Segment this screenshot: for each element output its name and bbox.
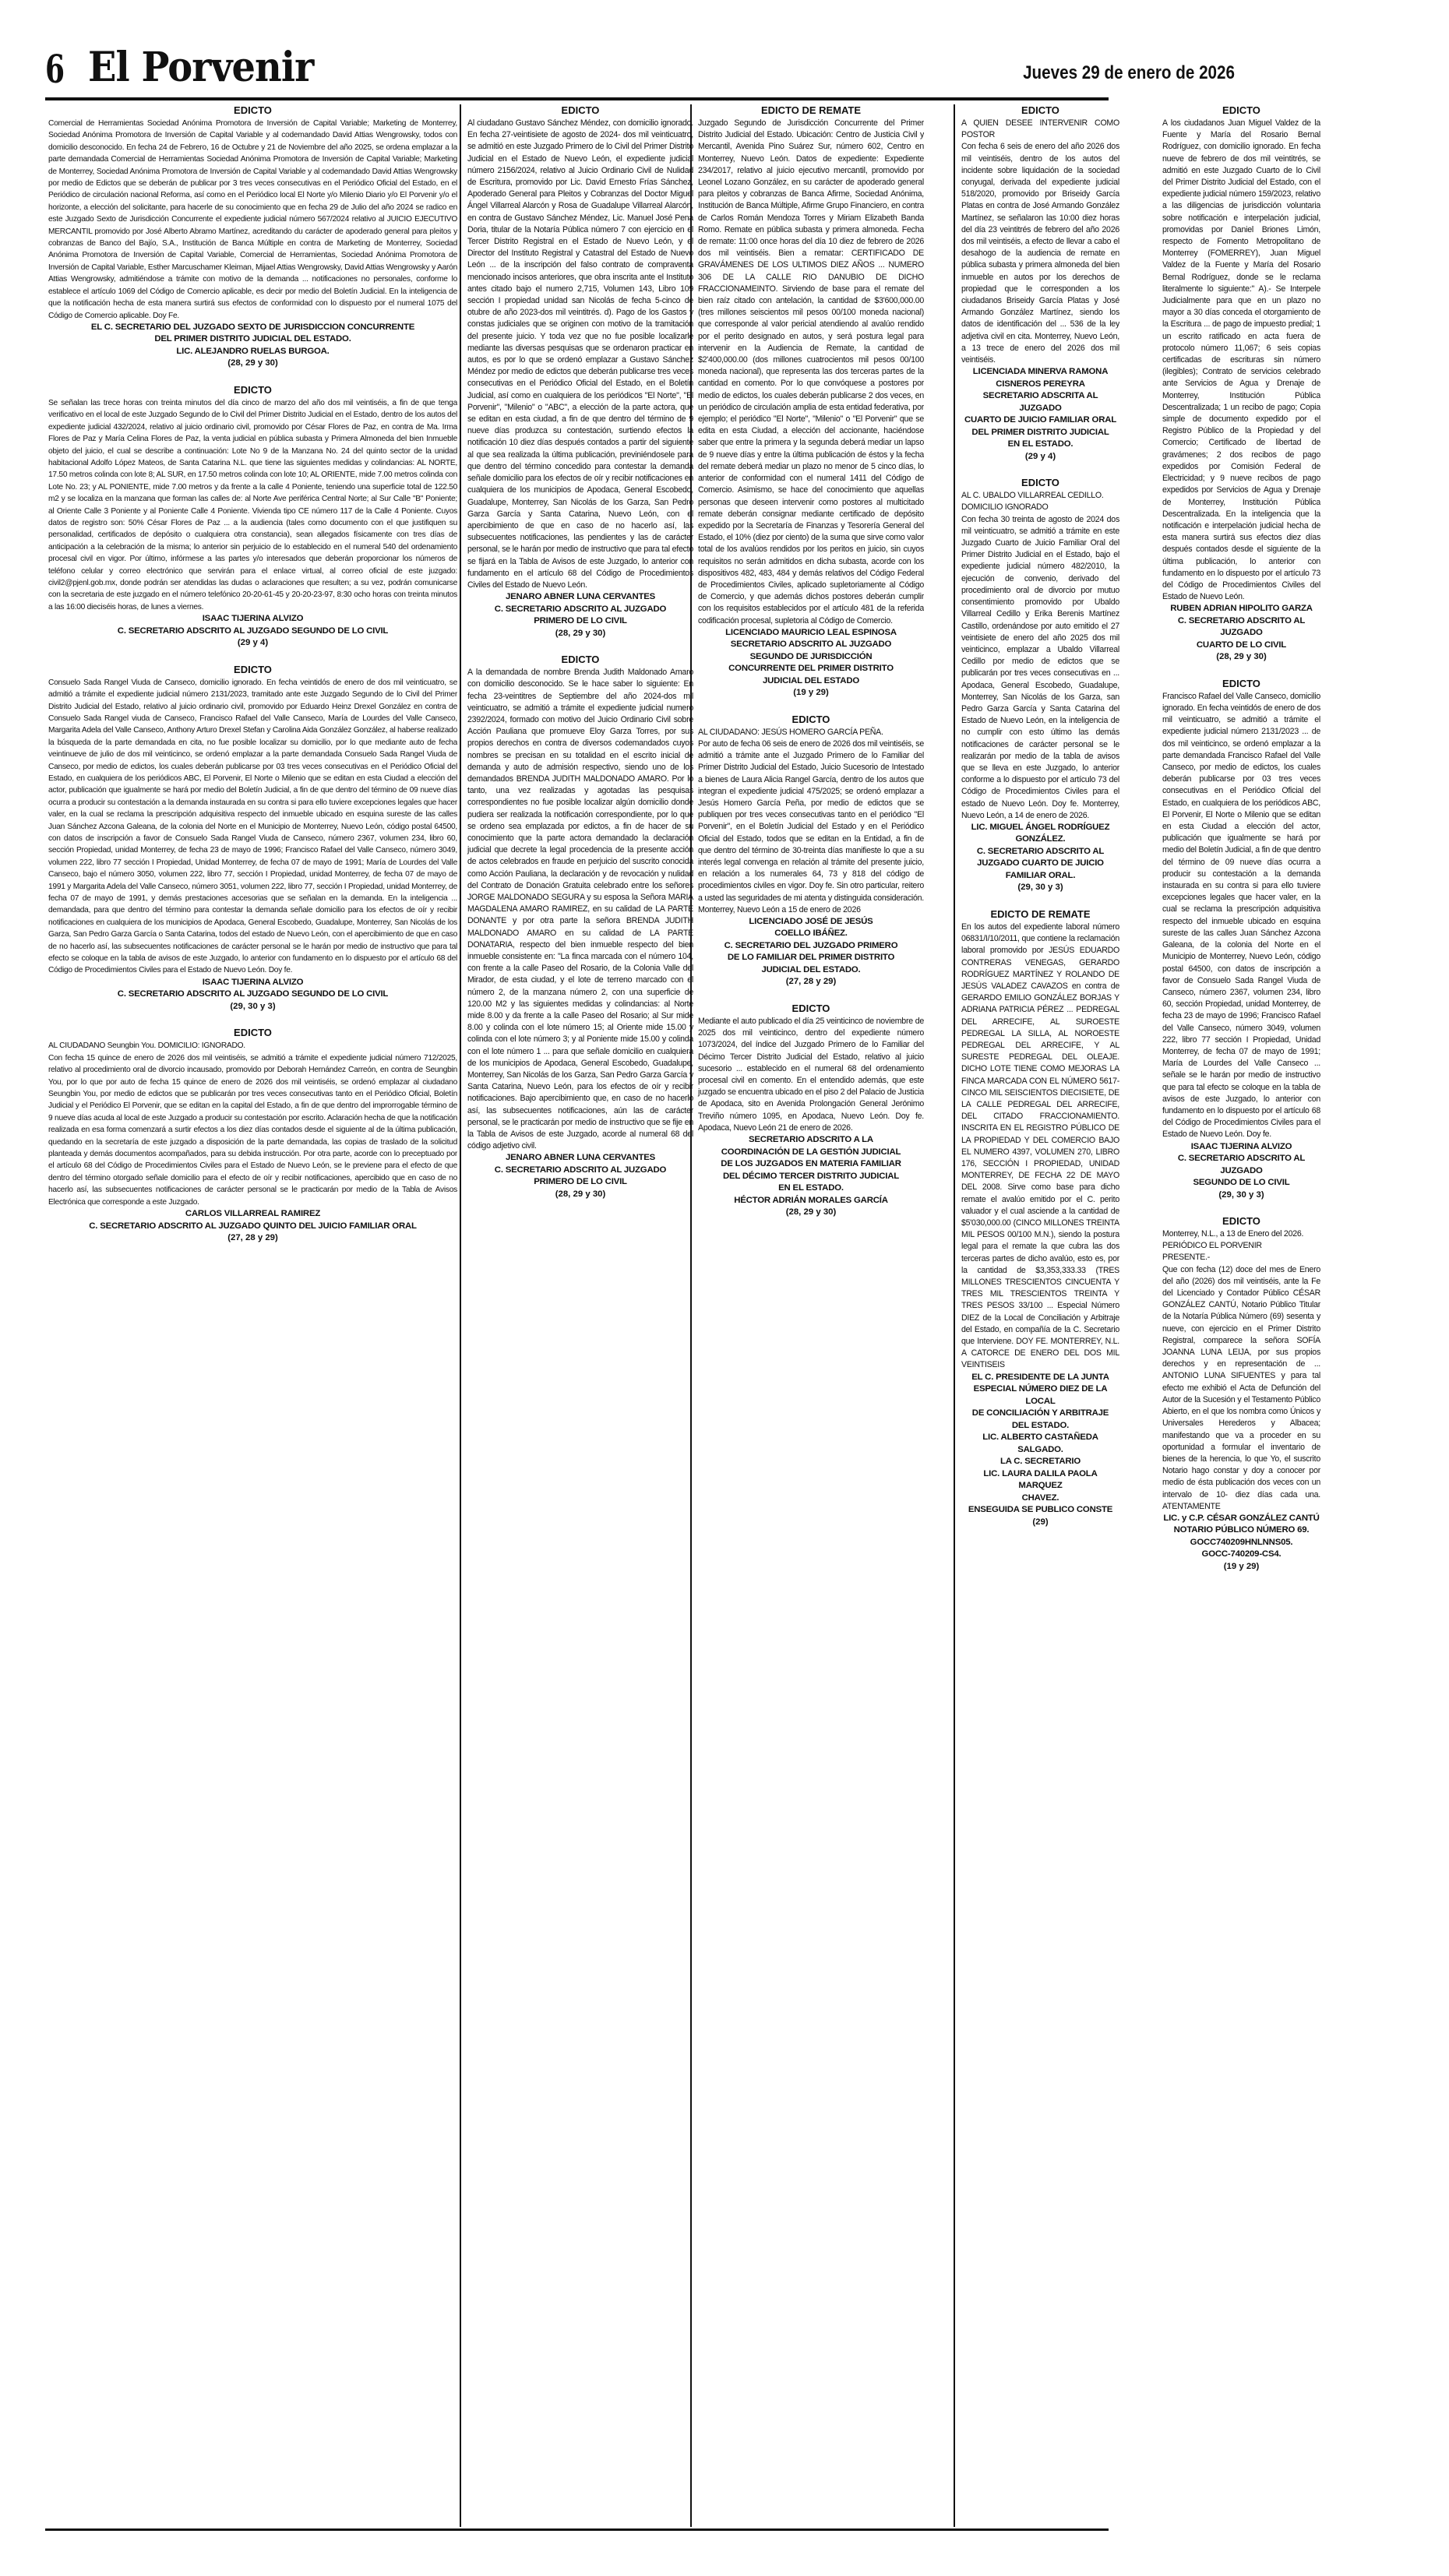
signature-line: LIC. LAURA DALILA PAOLA MARQUEZ xyxy=(983,1468,1098,1491)
publication-dates: (29 y 4) xyxy=(237,638,269,648)
signature-line: SEGUNDO DE JURISDICCIÓN xyxy=(749,651,873,661)
publication-dates: (19 y 29) xyxy=(793,688,829,698)
edict-notice xyxy=(1162,104,1320,664)
publication-dates: (29, 30 y 3) xyxy=(1017,883,1063,893)
edict-body xyxy=(1162,691,1320,1141)
signature-line: EL C. SECRETARIO DEL JUZGADO SEXTO DE JURISDICCION CONCURRENTE xyxy=(90,322,415,332)
publication-dates: (28, 29 y 30) xyxy=(555,1189,606,1199)
signature-line: C. SECRETARIO ADSCRITO AL JUZGADO SEGUNDO DE LO CIVIL xyxy=(117,625,389,636)
publication-dates: (29, 30 y 3) xyxy=(230,1001,276,1011)
signature-line: LIC. ALBERTO CASTAÑEDA SALGADO. xyxy=(982,1432,1098,1454)
signature-line: CUARTO DE LO CIVIL xyxy=(1196,640,1287,650)
signature-line: NOTARIO PÚBLICO NÚMERO 69. xyxy=(1173,1525,1310,1535)
edict-title: EDICTO xyxy=(791,1002,830,1014)
edict-text: Con fecha 15 quince de enero de 2026 dos mil veintiséis, se admitió a trámite el expediente judicial número 712/2025, relativo al procedimiento oral de divorcio incausado, promovido por Deborah Hernández Carreón, en contra de Seungbin You, por lo que por auto de fecha 15 quince de enero de 2026 dos mil veintiséis, se ordenó emplazar al ciudadano Seungbin You, por medio de edictos que se publicarán por tres veces consecutivas tanto en el Periódico Oficial, Boletín Judicial y el Periódico El Porvenir, que se editan en la capital del Estado, a fin de que dentro del improrrogable término de 9 nueve días acuda al local de este Juzgado a producir su contestación por escrito. Aclaración hecha de que la notificación realizada en esa forma comenzará a surtir efectos a los diez días contados desde el siguiente al de la última publicación, quedando en la secretaría de este juzgado a disposición de la parte demandada, las copias de traslado de la solicitud planteada y demás documentos acompañados, para su debida instrucción. Por otra parte, acorde con lo preceptuado por el artículo 68 del Código de Procedimientos Civiles para el Estado de Nuevo León, se le previene para el efecto de que dentro del término otorgado señale domicilio para el efecto de oír y recibir notificaciones, apercibido que en caso de no hacerlo así, las subsecuentes notificaciones de carácter personal se le practicarán por medio de la Tabla de Avisos Electrónica que corresponde a este Juzgado. xyxy=(48,1053,457,1207)
edict-addressee: AL C. UBALDO VILLARREAL CEDILLO. xyxy=(961,491,1104,501)
signature-line: GOCC740209HNLNNS05. xyxy=(1190,1537,1293,1547)
edict-text: A la demandada de nombre Brenda Judith Maldonado Amaro con domicilio desconocido. Se le hace saber lo siguiente: En fecha 23-veintitres de Septiembre del año 2024-dos mil veinticuatro, se admitió a trámite el expediente judicial numero 2392/2024, formado con motivo del Juicio Ordinario Civil sobre Acción Pauliana que promueve Eloy Garza Torres, por sus propios derechos en contra de diversos codemandados cuyos nombres se precisan en su totalidad en el escrito inicial de demanda y auto de admisión respectivo, siendo uno de los demandados BRENDA JUDITH MALDONADO AMARO. Por lo tanto, una vez realizadas y agotadas las pesquisas correspondientes no fue posible localizar algún domicilio donde pudiera ser realizada la notificación correspondiente, por lo que se ordeno sea emplazada por edictos, a fin de hacer de su conocimiento que la parte actora demandado la declaración judicial que decrete la legal procedencia de la presente acción de actos celebrados en fraude en perjuicio del suscrito conocida como Acción Pauliana, la declaración y de revocación y nulidad del Contrato de Donación Gratuita celebrado entre los señores JORGE MALDONADO SEGURA y su esposa la Señora MARIA MAGDALENA AMARO RAMIREZ, en su calidad de LA PARTE DONANTE y por otra parte la señora BRENDA JUDITH MALDONADO AMARO en su calidad de LA PARTE DONATARIA, respecto del bien inmueble respecto del bien inmueble consistente en: "La finca marcada con el número 104, con frente a la calle Paseo del Rosario, de la Colonia Valle del Mirador, de esta ciudad, y el lote de terreno marcado con el número 2, de la manzana número 2, con una superficie de 120.00 M2 y las siguientes medidas y colindancias: al Norte mide 8.00 y da frente a la calle Paseo del Rosario; al Sur mide 8.00 y colinda con el lote número 15; al Oriente mide 15.00 y colinda con el lote número 3; y al Poniente mide 15.00 y colinda con el lote número 1 ... para que señale domicilio en cualquiera de los municipios de Apodaca, General Escobedo, Guadalupe, Monterrey, San Nicolás de los Garza, San Pedro Garza García y Santa Catarina, Nuevo León, para los efectos de oír y recibir notificaciones. Bajo apercibimiento que, en caso de no hacerlo así, las subsecuentes notificaciones, aún las de carácter personal, se le practicarán por medio de instructivo que se fije en la Tabla de Avisos de este Juzgado, acorde al numeral 68 del código adjetivo civil. xyxy=(467,668,693,1151)
edict-title: EDICTO xyxy=(234,104,272,116)
edict-notice xyxy=(961,477,1119,894)
signature-line: SEGUNDO DE LO CIVIL xyxy=(1193,1178,1290,1188)
edict-body xyxy=(961,118,1119,366)
signature-line: JUZGADO CUARTO DE JUICIO xyxy=(977,858,1104,869)
signature-line: LICENCIADA MINERVA RAMONA xyxy=(972,367,1109,377)
edict-title: EDICTO DE REMATE xyxy=(760,104,862,116)
edict-addressee: PERIÓDICO EL PORVENIR xyxy=(1162,1241,1262,1251)
edict-title: EDICTO DE REMATE xyxy=(990,907,1091,920)
signature-line: FAMILIAR ORAL. xyxy=(1005,870,1076,880)
edict-text: Consuelo Sada Rangel Viuda de Canseco, domicilio ignorado. En fecha veintidós de enero de dos mil veinticuatro, se admitió a trámite el expediente judicial número 2131/2023, tramitado ante este Juzgado Segundo de lo Civil del Primer Distrito Judicial del Estado, relativo al juicio ordinario civil, promovido por Eduardo Heinz Drexel González en contra de Consuelo Sada Rangel viuda de Canseco, Francisco Rafael del Valle Canseco, María de Lourdes del Valle Canseco, Margarita Adela del Valle Canseco, Anthony Arturo Drexel Stefan y Carolina Aida González González, al haberse realizado la búsqueda de la parte demandada en cita, no fue posible localizar su domicilio, por lo que mediante auto de fecha veintinueve de julio de dos mil veinticinco, se ordenó emplazar a la parte demandada Consuelo Sada Rangel Viuda de Canseco, por medio de edictos, los cuales deberán publicarse por 03 tres veces consecutivas en el Periódico Oficial del Estado, en cualquiera de los periódicos ABC, El Porvenir, El Norte o Milenio que se editan en esta Ciudad a elección del actor, publicación que igualmente se hará por medio del Boletín Judicial, a fin de que dentro del término de 09 nueve días ocurra a producir su contestación a la demanda instaurada en su contra si para ello tuviere excepciones legales que hacer valer, en la cual se reclama la prescripción adquisitiva respecto del inmueble ubicado en esquina sureste de las calles Juan Sánchez Azcona Galeana, de la colonia del Norte en el Municipio de Monterrey, Nuevo León, código postal 64500, con datos de inscripción a favor de Consuelo Sada Rangel Viuda de Canseco, número 2367, volumen 234, libro 60, sección Propiedad, unidad Monterrey, de fecha 23 de mayo de 1996; Francisco Rafael del Valle Canseco, número 3049, volumen 222, libro 77 sección I Propiedad, Unidad Monterrey, de fecha 07 de mayo de 1991; María de Lourdes del Valle Canseco, bajo el número 3050, volumen 222, libro 77, sección I Propiedad, unidad Monterrey, de fecha 07 de mayo de 1991 y Margarita Adela del Valle Canseco, número 3051, volumen 222, libro 77, sección I Propiedad, unidad Monterrey, de fecha 07 de mayo de 1991, y demás prestaciones accesorias que se señalan en la demanda. En la inteligencia ... demandada, para que dentro del término para contestar la demanda señale domicilio para los efectos de oír y recibir notificaciones en cualquiera de los municipios de Apodaca, General Escobedo, Guadalupe, Monterrey, San Nicolás de los Garza, San Pedro Garza García o Santa Catarina, todos del estado de Nuevo León, con el apercibimiento de que en caso de no hacerlo así, las subsecuentes notificaciones de carácter personal se le harán por medio de instructivo que para tal efecto se coloque en la tabla de avisos de este Juzgado, lo anterior con fundamento en lo dispuesto por el artículo 68 del Código de Procedimientos Civiles para el Estado de Nuevo León. Doy fe. xyxy=(48,678,457,975)
edict-body xyxy=(467,118,693,591)
signature-line: C. SECRETARIO ADSCRITO AL JUZGADO xyxy=(1177,1154,1306,1175)
edict-text: Comercial de Herramientas Sociedad Anónima Promotora de Inversión de Capital Variable; Marketing de Monterrey, Sociedad Anónima Promotora de Inversión de Capital Variable y al codemandado David Attias Wengrowsky, todos con domicilio desconocido. En fecha 24 de Febrero, 16 de Octubre y 21 de Noviembre del año 2025, se ordena emplazar a la parte demandada Comercial de Herramientas Sociedad Anónima Promotora de Inversión de Capital Variable; Marketing de Monterrey, Sociedad Anónima Promotora de Inversión de Capital Variable y al codemandado David Attias Wengrowsky por medio de Edictos que se deberán de publicar por 3 tres veces consecutivas en el Periódico Oficial del Estado, en el Periódico de circulación nacional Reforma, así como en el Periódico local El Norte y/o Milenio Diario y/o El Porvenir y/o el horizonte, a elección del solicitante, para hacerle de su conocimiento que en fecha 29 de Julio del año 2024 se radico en este Juzgado Sexto de Jurisdicción Concurrente el expediente judicial número 567/2024 relativo al JUICIO EJECUTIVO MERCANTIL promovido por José Alberto Abramo Martínez, acreditando du carácter de apoderado general para pleitos y cobranzas de Banco del Bajío, S.A., Institución de Banca Múltiple en contra de Marketing de Monterrey, Sociedad Anónima Promotora de Inversión de Capital Variable, Comercial de Herramientas, Sociedad Anónima Promotora de Inversión de Capital Variable, Esther Marcuschamer Kleiman, Mijael Attias Wengrowsky, David Attias Wengrowsky y Aarón Attias Wengrowsky, admitiéndose a trámite con motivo de la demanda ... notificaciones no personales, conforme lo establece el artículo 1069 del Código de Comercio aplicable, es decir por medio del Boletín Judicial. En la inteligencia de que la notificación hecha de esta manera surtirá sus efectos de conformidad con lo dispuesto por el numeral 1075 del Código de Comercio aplicable. Doy Fe. xyxy=(48,119,457,320)
edict-notice xyxy=(48,104,457,370)
signature-line: ESPECIAL NÚMERO DIEZ DE LA LOCAL xyxy=(973,1384,1108,1406)
signature-line: RUBEN ADRIAN HIPOLITO GARZA xyxy=(1170,604,1313,614)
edict-title: EDICTO xyxy=(1222,1215,1260,1228)
signature-line: C. SECRETARIO ADSCRITO AL JUZGADO xyxy=(494,604,667,614)
column-1 xyxy=(48,104,457,2527)
edict-text: Se señalan las trece horas con treinta minutos del día cinco de marzo del año dos mil veintiséis, a fin de que tenga verificativo en el local de este Juzgado Segundo de lo Civil del Primer Distrito Judicial en el Estado, dentro de los autos del expediente judicial 432/2024, relativo al juicio ordinario civil, promovido por César Flores de Paz, en contra de Ma. Irma Flores de Paz y María Celina Flores de Paz, la venta judicial en pública subasta y Primera Almoneda del bien Inmueble objeto del juicio, el cual se describe a continuación: Lote No 9 de la Manzana No. 24 del quinto sector de la unidad habitacional Adolfo López Mateos, de Santa Catarina N.L. que tiene las siguientes medidas y colindancias: AL NORTE, 17.50 metros colinda con lote 8; AL SUR, en 17.50 metros colinda con lote 10; AL ORIENTE, mide 7.00 metros colinda con Lote No. 23; y AL PONIENTE, mide 7.00 metros y da frente a la calle 4 Poniente, teniendo una superficie total de 122.50 m2 y se localiza en la manzana que forman las calles de: al Norte Ave periférica Central Norte; al Sur Calle "B" Poniente; al Oriente Calle 3 Poniente y al Poniente Calle 4 Poniente. Vivienda tipo CE número 117 de la Calle 4 Poniente. Cuyos datos de registro son: 50% César Flores de Paz ... a la audiencia (tales como documento con el que justifiquen su personalidad, certificados de depósito o cualquiera otra constancia), sean allegados físicamente con tres días de anticipación a la celebración de la misma; lo anterior sin perjuicio de lo establecido en el numeral 540 del ordenamiento procesal civil en vigor. Por último, infórmese a las partes y/o interesados que deberán proporcionar los números de teléfono celular y correo electrónico que servirán para el enlace virtual, al correo oficial de este juzgado: civil2@pjenl.gob.mx, donde podrán ser atendidas las dudas o aclaraciones que resulten; a su vez, podrán comunicarse con la secretaria de este juzgado en el número telefónico 20-20-61-45 y 20-20-23-97, 8:30 ocho horas con treinta minutos a las 16:00 dieciséis horas, de lunes a viernes. xyxy=(48,398,457,611)
edict-title: EDICTO xyxy=(1021,477,1059,489)
edict-body xyxy=(48,677,457,977)
edict-addressee: AL CIUDADANO: JESÚS HOMERO GARCÍA PEÑA. xyxy=(698,727,883,737)
edict-notice xyxy=(48,384,457,650)
signature-line: DE LOS JUZGADOS EN MATERIA FAMILIAR xyxy=(721,1159,901,1169)
signature-line: EN EL ESTADO. xyxy=(778,1183,844,1193)
column-2 xyxy=(460,104,693,2527)
edict-notice xyxy=(1162,678,1320,1201)
edict-body xyxy=(48,118,457,322)
signature-line: CHAVEZ. xyxy=(1021,1492,1059,1503)
signature-line: EN EL ESTADO. xyxy=(1007,439,1074,449)
signature-line: COELLO IBÁÑEZ. xyxy=(774,929,848,939)
signature-line: DE CONCILIACIÓN Y ARBITRAJE xyxy=(971,1408,1109,1418)
signature-line: CUARTO DE JUICIO FAMILIAR ORAL xyxy=(964,415,1117,425)
edict-addressee: A QUIEN DESEE INTERVENIR COMO POSTOR xyxy=(961,118,1119,140)
edict-notice xyxy=(467,654,693,1200)
edict-title: EDICTO xyxy=(1222,104,1260,116)
signature-line: ISAAC TIJERINA ALVIZO xyxy=(1190,1141,1292,1151)
edict-text: En los autos del expediente laboral número 06831/I/10/2011, que contiene la reclamación laboral promovido por JESÚS EDUARDO CONTRERAS VENEGAS, GERARDO RODRÍGUEZ MARTÍNEZ Y ROLANDO DE JESÚS VALADEZ CAVAZOS en contra de GERARDO EMILIO GONZÁLEZ BORJAS Y ADRIANA PATRICIA PÉREZ ... PEDREGAL DEL ARRECIFE, AL SUROESTE PEDREGAL LA SILLA, AL NOROESTE PEDREGAL DEL ARRECIFE, Y AL SURESTE PEDREGAL DEL OLEAJE. DICHO LOTE TIENE COMO MEJORAS LA FINCA MARCADA CON EL NÚMERO 5617-CINCO MIL SEISCIENTOS DIECISIETE, DE LA CALLE PEDREGAL DEL ARRECIFE, DEL CITADO FRACCIONAMIENTO. INSCRITA EN EL REGISTRO PÚBLICO DE LA PROPIEDAD Y DEL COMERCIO BAJO EL NUMERO 4397, VOLUMEN 270, LIBRO 176, SECCIÓN I PROPIEDAD, UNIDAD MONTERREY, DE FECHA 22 DE MAYO DEL 2008. Sirve como base para dicho remate el avalúo emitido por el C. perito valuador y el cual asciende a la cantidad de $5'030,000.00 (CINCO MILLONES TREINTA MIL PESOS 00/100 M.N.), siendo la postura legal para el remate la que cubra las dos terceras partes de dicho avalúo, esto es, por la cantidad de $3,353,333.33 (TRES MILLONES TRESCIENTOS CINCUENTA Y TRES MIL TRESCIENTOS TREINTA Y TRES PESOS 33/100 ... Especial Número DIEZ de la Local de Conciliación y Arbitraje del Estado, en compañía de la C. Secretario que Interviene. DOY FE. MONTERREY, N.L. A CATORCE DE ENERO DEL DOS MIL VEINTISEIS xyxy=(961,922,1119,1370)
edict-text: Con fecha 6 seis de enero del año 2026 dos mil veintiséis, dentro de los autos del incidente sobre liquidación de la sociedad conyugal, derivada del expediente judicial 518/2020, promovido por Briseidy García Platas en contra de José Armando González Martínez, se señalaron las 10:00 diez horas del día 23 veintitrés de febrero del año 2026 dos mil veintiséis, a efecto de llevar a cabo el desahogo de la audiencia de remate en pública subasta y primera almoneda del bien inmueble en autos por los derechos de propiedad que le corresponden a los ciudadanos Briseidy García Platas y José Armando González Martínez, siendo los datos de identificación del ... 536 de la ley adjetiva civil en cita. Monterrey, Nuevo León, a 13 trece de enero del 2026 dos mil veintiséis. xyxy=(961,142,1119,365)
footer-rule xyxy=(45,2528,1109,2531)
signature-line: LIC. ALEJANDRO RUELAS BURGOA. xyxy=(176,346,330,356)
signature-line: PRIMERO DE LO CIVIL xyxy=(534,1177,627,1187)
signature-line: SECRETARIO ADSCRITO A LA xyxy=(749,1135,873,1145)
signature-line: C. SECRETARIO ADSCRITO AL JUZGADO SEGUNDO DE LO CIVIL xyxy=(117,989,389,999)
signature-line: JENARO ABNER LUNA CERVANTES xyxy=(505,1153,656,1163)
issue-date: Jueves 29 de enero de 2026 xyxy=(1023,62,1235,83)
header-rule xyxy=(45,97,1109,100)
publication-dates: (29) xyxy=(1032,1517,1049,1527)
column-4 xyxy=(954,104,1119,2527)
publication-dates: (28, 29 y 30) xyxy=(1216,652,1267,662)
publication-dates: (28, 29 y 30) xyxy=(555,628,606,638)
edict-body xyxy=(467,667,693,1152)
signature-line: CISNEROS PEREYRA xyxy=(996,379,1085,389)
edict-notice xyxy=(467,104,693,640)
edict-title: EDICTO xyxy=(1021,104,1059,116)
edict-body xyxy=(48,397,457,613)
edict-body xyxy=(698,1016,924,1134)
signature-line: DEL ESTADO. xyxy=(1011,1420,1070,1430)
signature-line: C. SECRETARIO ADSCRITO AL JUZGADO xyxy=(1177,615,1306,638)
column-3 xyxy=(690,104,924,2527)
edict-addressee: AL CIUDADANO Seungbin You. DOMICILIO: IGNORADO. xyxy=(48,1041,245,1051)
signature-line: JUDICIAL DEL ESTADO. xyxy=(761,964,861,974)
signature-line: LIC. y C.P. CÉSAR GONZÁLEZ CANTÚ xyxy=(1163,1513,1320,1523)
edict-notice xyxy=(961,908,1119,1528)
signature-line: EL C. PRESIDENTE DE LA JUNTA xyxy=(971,1372,1109,1382)
signature-line: DE LO FAMILIAR DEL PRIMER DISTRITO xyxy=(727,953,895,963)
edict-notice xyxy=(48,1027,457,1244)
signature-line: C. SECRETARIO ADSCRITO AL JUZGADO QUINTO DEL JUICIO FAMILIAR ORAL xyxy=(89,1221,417,1231)
edict-text: Francisco Rafael del Valle Canseco, domicilio ignorado. En fecha veintidós de enero de dos mil veinticuatro, se admitió a trámite el expediente judicial número 2131/2023 ... de dos mil veinticinco, se ordenó emplazar a la parte demandada Francisco Rafael del Valle Canseco, por medio de edictos, los cuales deberán publicarse por 03 tres veces consecutivas en el Periódico Oficial del Estado, en cualquiera de los periódicos ABC, El Porvenir, El Norte o Milenio que se editan en esta Ciudad a elección del actor, publicación que igualmente se hará por medio del Boletín Judicial, a fin de que dentro del término de 09 nueve días ocurra a producir su contestación a la demanda instaurada en su contra si para ello tuviere excepciones legales que hacer valer, en la cual se reclama la prescripción adquisitiva respecto del inmueble ubicado en esquina sureste de las calles Juan Sánchez Azcona Galeana, de la colonia del Norte en el Municipio de Monterrey, Nuevo León, código postal 64500, con datos de inscripción a favor de Consuelo Sada Rangel Viuda de Canseco, número 2367, volumen 234, libro 60, sección Propiedad, unidad Monterrey, de fecha 23 de mayo de 1996; Francisco Rafael del Valle Canseco, número 3049, volumen 222, libro 77 sección I Propiedad, Unidad Monterrey, de fecha 07 de mayo de 1991; María de Lourdes del Valle Canseco ... señale se le harán por medio de instructivo que para tal efecto se coloque en la tabla de avisos de este Juzgado, lo anterior con fundamento en lo dispuesto por el artículo 68 del Código de Procedimientos Civiles para el Estado de Nuevo León. Doy fe. xyxy=(1162,691,1320,1140)
signature-line: COORDINACIÓN DE LA GESTIÓN JUDICIAL xyxy=(721,1147,901,1157)
edict-notice xyxy=(698,714,924,988)
edict-body xyxy=(698,727,924,916)
edict-text: Con fecha 30 treinta de agosto de 2024 dos mil veinticuatro, se admitió a trámite en este Juzgado Cuarto de Juicio Familiar Oral del Primer Distrito Judicial en el Estado, bajo el expediente judicial número 482/2010, la ejecución de convenio, derivado del procedimiento oral de divorcio por mutuo consentimiento promovido por Ubaldo Villarreal Cedillo y Erika Berenis Martínez Castillo, ordenándose por auto emitido el 27 veintisiete de enero del año 2025 dos mil veinticinco, emplazar a Ubaldo Villarreal Cedillo por medio de edictos que se publicarán por tres veces consecutivas en ... Apodaca, General Escobedo, Guadalupe, Monterrey, San Nicolás de los Garza, san Pedro Garza García y Santa Catarina del Estado de Nuevo León, en la inteligencia de no cumplir con esto último las demás notificaciones de carácter personal se le realizarán por medio de la tabla de avisos que se lleva en este Juzgado, lo anterior conforme a lo dispuesto por el artículo 73 del Código de Procedimientos Civiles para el estado de Nuevo León. Doy fe. Monterrey, Nuevo León, a 14 de enero de 2026. xyxy=(961,514,1119,820)
signature-line: SECRETARIO ADSCRITO AL JUZGADO xyxy=(730,640,892,650)
signature-line: ENSEGUIDA SE PUBLICO CONSTE xyxy=(968,1505,1113,1515)
edict-body xyxy=(961,490,1119,822)
edict-addressee: DOMICILIO IGNORADO xyxy=(961,502,1049,513)
edict-body xyxy=(48,1040,457,1208)
edict-title: EDICTO xyxy=(234,663,272,675)
edict-text: Por auto de fecha 06 seis de enero de 2026 dos mil veintiséis, se admitió a trámite ante el Juzgado Primero de lo Familiar del Primer Distrito Judicial del Estado, Juicio Sucesorio de Intestado a bienes de Laura Alicia Rangel García, dentro de los autos que integran el expediente judicial 475/2025; se ordenó emplazar a Jesús Homero García Peña, por medio de edictos que se publiquen por tres veces consecutivas tanto en el periódico "El Porvenir", en el Boletín Judicial del Estado y en el Periódico Oficial del Estado, todos que se editan en la Entidad, a fin de que dentro del término de 30-treinta días manifieste lo que a su interés legal convenga en relación al trámite del presente juicio, en relación a los numerales 64, 73 y 818 del código de procedimientos civiles en vigor. Doy fe. Sin otro particular, reitero a usted las seguridades de mi atenta y distinguida consideración. Monterrey, Nuevo León a 15 de enero de 2026 xyxy=(698,738,924,914)
signature-line: JENARO ABNER LUNA CERVANTES xyxy=(505,592,656,602)
edict-title: EDICTO xyxy=(234,383,272,396)
signature-line: C. SECRETARIO DEL JUZGADO PRIMERO xyxy=(724,940,898,950)
edict-notice xyxy=(698,104,924,700)
edict-addressee: Monterrey, N.L., a 13 de Enero del 2026. xyxy=(1162,1229,1304,1239)
signature-line: ISAAC TIJERINA ALVIZO xyxy=(202,977,304,987)
publication-dates: (27, 28 y 29) xyxy=(227,1233,278,1243)
publication-dates: (29, 30 y 3) xyxy=(1218,1189,1264,1200)
signature-line: GOCC-740209-CS4. xyxy=(1201,1549,1282,1559)
edict-title: EDICTO xyxy=(791,713,830,725)
edict-text: A los ciudadanos Juan Miguel Valdez de la Fuente y María del Rosario Bernal Rodríguez, con domicilio ignorado. En fecha nueve de febrero de dos mil veintitrés, se admitió en este Juzgado Cuarto de lo Civil del Primer Distrito Judicial del Estado, con el expediente judicial número 159/2023, relativo a las diligencias de jurisdicción voluntaria sobre notificación e interpelación judicial, promovidas por Daniel Briones Limón, respecto de Fomento Metropolitano de Monterrey (FOMERREY), Juan Miguel Valdez de la Fuente y María del Rosario Bernal Rodríguez, donde se le reclama literalmente lo siguiente:" A).- Se Interpele Judicialmente para que en un plazo no mayor a 30 días conceda el otorgamiento de la Escritura ... de pago de impuesto predial; 1 un escrito ratificado en acta fuera de protocolo número 11,067; 6 seis copias certificadas de escrituras sin número (ilegibles); Contrato de servicios celebrado ante Servicios de Agua y Drenaje de Monterrey, Institución Pública Descentralizada; 1 un recibo de pago; Copia simple de documento expedido por el Registro Público de la Propiedad y del Comercio; Certificado de libertad de gravámenes; 2 dos recibos de pago expedidos por Comisión Federal de Electricidad; y 9 nueve recibos de pago expedidos por Servicios de Agua y Drenaje de Monterrey, Institución Pública Descentralizada. En la inteligencia que la notificación e interpelación judicial hecha de esta manera surtirá sus efectos diez días después contados desde el siguiente de la última publicación, lo anterior con fundamento en lo dispuesto por el artículo 73 del Código de Procedimientos Civiles del Estado de Nuevo León. xyxy=(1162,118,1320,602)
signature-line: GONZÁLEZ. xyxy=(1015,834,1066,844)
edict-title: EDICTO xyxy=(561,104,600,116)
edict-body xyxy=(1162,118,1320,603)
signature-line: CARLOS VILLARREAL RAMIREZ xyxy=(185,1209,321,1219)
edict-notice xyxy=(1162,1215,1320,1573)
signature-line: LICENCIADO JOSÉ DE JESÚS xyxy=(749,916,873,926)
edict-body xyxy=(1162,1228,1320,1513)
signature-line: HÉCTOR ADRIÁN MORALES GARCÍA xyxy=(734,1195,888,1205)
signature-line: ISAAC TIJERINA ALVIZO xyxy=(202,614,304,624)
signature-line: JUDICIAL DEL ESTADO xyxy=(762,675,860,685)
edict-notice xyxy=(698,1003,924,1219)
edict-title: EDICTO xyxy=(234,1027,272,1039)
edict-addressee: PRESENTE.- xyxy=(1162,1253,1211,1263)
edict-title: EDICTO xyxy=(561,654,600,666)
signature-line: CONCURRENTE DEL PRIMER DISTRITO xyxy=(728,664,894,674)
publication-dates: (19 y 29) xyxy=(1223,1561,1260,1571)
edict-text: Que con fecha (12) doce del mes de Enero del año (2026) dos mil veintiséis, ante la Fe del Licenciado y Contador Público CÉSAR GONZÁLEZ CANTÚ, Notario Público Titular de la Notaría Pública Número (69) sesenta y nueve, con ejercicio en el Primer Distrito Registral, comparece la señora SOFÍA JOANNA LUNA LEIJA, por sus propios derechos y en representación de ... ANTONIO LUNA SIFUENTES y para tal efecto me exhibió el Acta de Defunción del Autor de la Sucesión y el Testamento Público Abierto, en el que los nombra como Únicos y Universales Herederos y Albacea; manifestando que va a proceder en su oportunidad a formular el inventario de bienes de la herencia, lo que Yo, el suscrito Notario hago constar y doy a conocer por medio de ésta publicación dos veces con un intervalo de 10- diez días cada una. ATENTAMENTE xyxy=(1162,1264,1320,1511)
signature-line: C. SECRETARIO ADSCRITO AL JUZGADO xyxy=(494,1165,667,1175)
signature-line: SECRETARIO ADSCRITA AL JUZGADO xyxy=(982,391,1098,413)
edict-title: EDICTO xyxy=(1222,677,1260,689)
signature-line: LICENCIADO MAURICIO LEAL ESPINOSA xyxy=(725,627,897,637)
edict-text: Al ciudadano Gustavo Sánchez Méndez, con domicilio ignorado. En fecha 27-veintisiete de agosto de 2024- dos mil veinticuatro, se admitió en este Juzgado Primero de lo Civil del Primer Distrito Judicial en el Estado de Nuevo León, el expediente judicial número 2156/2024, relativo al Juicio Ordinario Civil de Nulidad de Escritura, promovido por Lic. David Ernesto Frías Sánchez, Apoderado General para Pleitos y Cobranzas del Doctor Miguel Ángel Villarreal Alarcón y Rosa de Guadalupe Villarreal Alarcón, en contra de Gustavo Sánchez Méndez, Lic. Manuel José Pena Doria, titular de la Notaría Pública número 7 con ejercicio en el Tercer Distrito Registral en el Estado de Nuevo León, y el Director del Instituto Registral y Catastral del Estado de Nuevo León ... de la inscripción del falso contrato de compraventa mencionado incisos anteriores, que obra inscrita ante el Instituto antes citado bajo el numero 2,715, Volumen 143, Libro 109 sección I propiedad unidad san Nicolás de fecha 5-cinco de otubre de año 2023-dos mil veintitrés. d). Pago de los Gastos y constas judiciales que se originen con motivo de la tramitación del presente juicio. Y toda vez que no fue posible localizarle mediante las diversas pesquisas que se ordenaron practicar en autos, es por lo que se ordenó emplazar a Gustavo Sánchez Méndez por medio de edictos que deberán publicarse tres veces consecutivas en el Periódico Oficial del Estado, en el Boletín Judicial, así como en cualquiera de los periódicos "El Norte", "El Porvenir", "Milenio" o "ABC", a elección de la parte actora, que se editan en esta ciudad, a fin de que dentro del término de 9 nueve días produzca su contestación, surtiendo efectos la notificación 10 diez días después contados a partir del siguiente al que sea realizada la última publicación, previniéndosele para que dentro del término concedido para contestar la demanda señale domicilio para los efectos de oír y recibir notificaciones en cualquiera de los municipios de Apodaca, General Escobedo, Guadalupe, Monterrey, San Nicolás de los Garza, San Pedro Garza García y Santa Catarina, Nuevo León, con el apercibimiento de que en caso de no hacerlo así, las subsecuentes notificaciones, las pendientes y las de carácter personal, se le harán por medio de instructivo que para tal efecto se fijará en la Tabla de Avisos de este Juzgado, lo anterior con fundamento en el artículo 68 del Código de Procedimientos Civiles del Estado de Nuevo León. xyxy=(467,118,693,590)
edict-notice xyxy=(48,664,457,1013)
signature-line: DEL PRIMER DISTRITO JUDICIAL DEL ESTADO. xyxy=(154,334,351,344)
page-number: 6 xyxy=(45,46,64,92)
column-5 xyxy=(1162,104,1320,2527)
edict-body xyxy=(698,118,924,627)
publication-dates: (29 y 4) xyxy=(1024,451,1056,461)
newspaper-name: El Porvenir xyxy=(88,44,314,91)
publication-dates: (28, 29 y 30) xyxy=(785,1207,837,1218)
edict-notice xyxy=(961,104,1119,463)
signature-line: DEL PRIMER DISTRITO JUDICIAL xyxy=(971,427,1109,437)
publication-dates: (27, 28 y 29) xyxy=(785,977,837,987)
signature-line: LIC. MIGUEL ÁNGEL RODRÍGUEZ xyxy=(971,822,1110,832)
signature-line: LA C. SECRETARIO xyxy=(999,1457,1081,1467)
edict-body xyxy=(961,922,1119,1372)
edict-text: Mediante el auto publicado el día 25 veinticinco de noviembre de 2025 dos mil veinticinco, dentro del expediente número 1073/2024, del índice del Juzgado Primero de lo Familiar del Décimo Tercer Distrito Judicial del Estado, relativo al juicio sucesorio ... establecido en el numeral 68 del ordenamiento procesal civil en comento. En el entendido además, que este juzgado se encuentra ubicado en el piso 2 del Palacio de Justicia de Apodaca, sito en Avenida Prolongación General Jerónimo Treviño número 1095, en Apodaca, Nuevo León. Doy fe. Apodaca, Nuevo León 21 de enero de 2026. xyxy=(698,1016,924,1133)
publication-dates: (28, 29 y 30) xyxy=(227,358,278,368)
signature-line: PRIMERO DE LO CIVIL xyxy=(534,616,627,626)
signature-line: C. SECRETARIO ADSCRITO AL xyxy=(976,846,1105,856)
signature-line: DEL DÉCIMO TERCER DISTRITO JUDICIAL xyxy=(722,1171,900,1181)
edict-text: Juzgado Segundo de Jurisdicción Concurrente del Primer Distrito Judicial del Estado. Ubicación: Centro de Justicia Civil y Mercantil, Avenida Pino Suárez Sur, número 602, Centro en Monterrey, Nuevo León. Datos de expediente: Expediente 234/2017, relativo al juicio ejecutivo mercantil, promovido por Leonel Lozano González, en su carácter de apoderado general para pleitos y cobranzas de Banca Afirme, Sociedad Anónima, Institución de Banca Múltiple, Afirme Grupo Financiero, en contra de Carlos Román Mendoza Torres y Miriam Elizabeth Banda Romo. Remate en pública subasta y primera almoneda. Fecha de remate: 11:00 once horas del día 10 diez de febrero de 2026 dos mil veintiséis. Bien a rematar: CERTIFICADO DE GRAVÁMENES DE LOS ULTIMOS DIEZ AÑOS ... NUMERO 306 DE LA CALLE RIO DANUBIO DE DICHO FRACCIONAMEINTO. Sirviendo de base para el remate del bien raíz citado con antelación, la cantidad de $3'600,000.00 (tres millones seiscientos mil pesos 00/100 moneda nacional) que corresponde al valor pericial atendiendo al avalúo rendido por el perito designado en autos, y será postura legal para intervenir en la Audiencia de Remate, la cantidad de $2'400,000.00 (dos millones cuatrocientos mil pesos 00/100 moneda nacional), que representa las dos terceras partes de la cantidad en comento. Por lo que convóquese a postores por medio de edictos, los cuales deberán publicarse 2 dos veces, en un periódico de circulación amplia de esta entidad federativa, por ejemplo; el periódico "El Norte", "Milenio" o "El Porvenir" que se edita en esta Ciudad, a elección del accionante, haciéndose saber que entre la primera y la segunda deberá mediar un lapso de 9 nueve días y entre la última publicación de éstos y la fecha del remate deberá mediar un plazo no menor de 5 cinco días, lo anterior de conformidad con el numeral 1411 del Código de Comercio. Asimismo, se hace del conocimiento que aquellas personas que deseen intervenir como postores al multicitado remate deberán consignar mediante certificado de depósito expedido por la Secretaría de Finanzas y Tesorería General del Estado, el 10% (diez por ciento) de la suma que sirve como valor total de los avalúos rendidos por los peritos en juicio, sin cuyos requisitos no serán admitidos en dicha subasta, acorde con los dispositivos 482, 483, 484 y demás relativos del Código Federal de Procedimientos Civiles, aplicado supletoriamente al Código de Comercio, y que además dichos postores deberán cumplir con los requisitos establecidos por el artículo 481 de la referida codificación procesal, supletoria al Código de Comercio. xyxy=(698,118,924,625)
